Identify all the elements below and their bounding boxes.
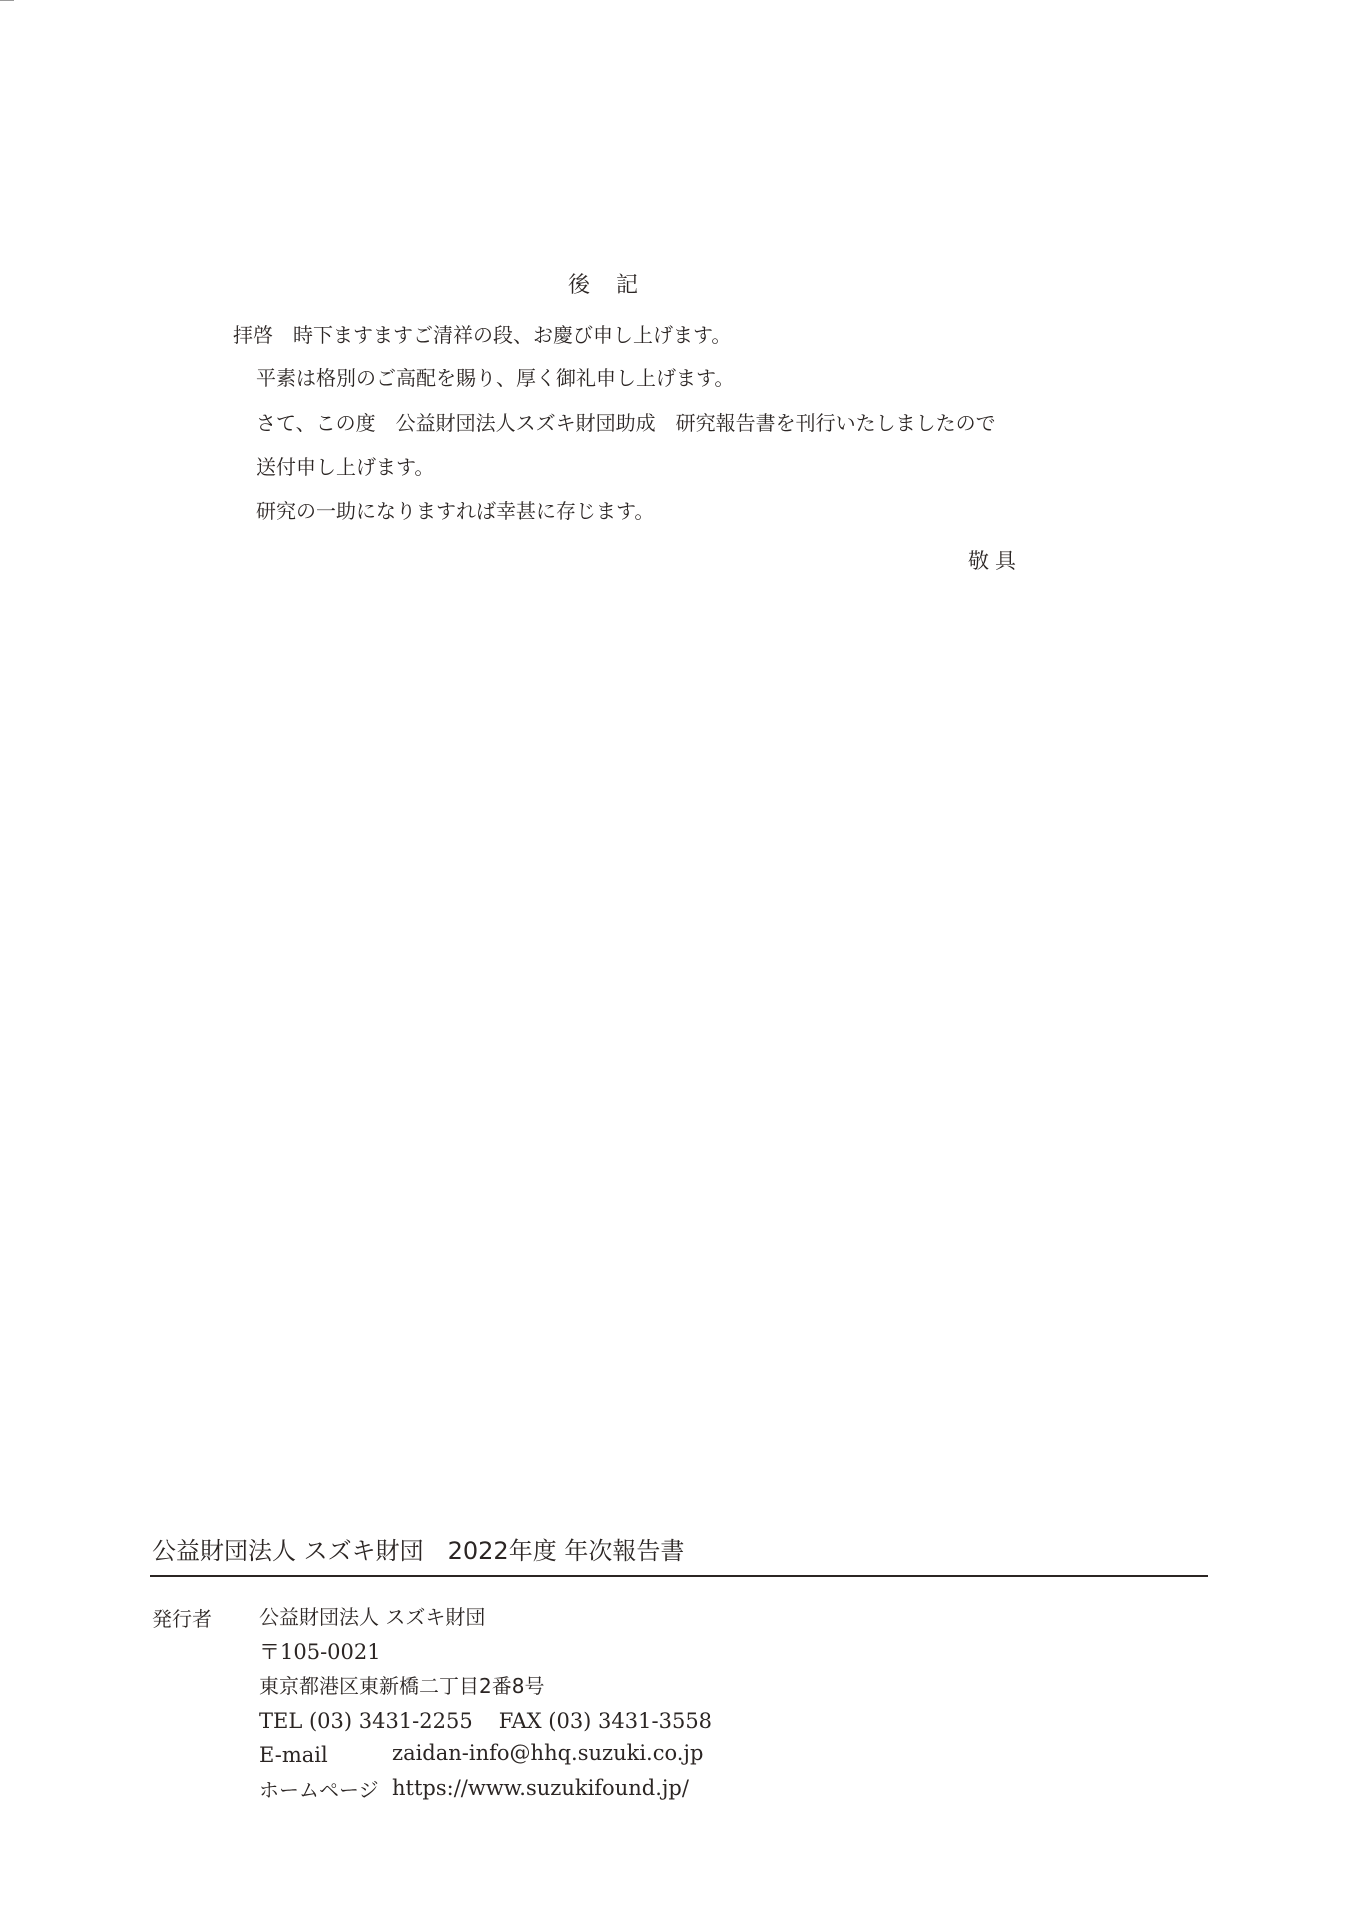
homepage-url: https://www.suzukifound.jp/	[392, 1776, 689, 1800]
email-address: zaidan-info@hhq.suzuki.co.jp	[392, 1741, 704, 1765]
letter-line: 送付申し上げます。	[256, 455, 435, 479]
address: 東京都港区東新橋二丁目2番8号	[259, 1674, 545, 1698]
publisher-label: 発行者	[152, 1607, 212, 1631]
phone-fax	[259, 1707, 712, 1735]
letter-line: さて、この度 公益財団法人スズキ財団助成 研究報告書を刊行いたしましたので	[256, 411, 996, 435]
fax-number: FAX (03) 3431-3558	[498, 1709, 713, 1733]
letter-closing: 敬具	[968, 549, 1022, 573]
publisher-name: 公益財団法人 スズキ財団	[259, 1605, 486, 1629]
crop-mark	[0, 0, 14, 1]
homepage-label: ホームページ	[259, 1778, 379, 1802]
tel-number: TEL (03) 3431-2255	[259, 1709, 473, 1733]
letter-line: 拝啓 時下ますますご清祥の段、お慶び申し上げます。	[233, 323, 732, 347]
email-label: E-mail	[259, 1743, 328, 1767]
letter-line: 平素は格別のご高配を賜り、厚く御礼申し上げます。	[256, 366, 735, 390]
colophon-title: 公益財団法人 スズキ財団 2022年度 年次報告書	[152, 1537, 685, 1565]
postal-code: 〒105-0021	[259, 1640, 381, 1664]
afterword-title: 後 記	[567, 273, 640, 298]
colophon-divider	[150, 1575, 1208, 1577]
letter-line: 研究の一助になりますれば幸甚に存じます。	[256, 499, 655, 523]
